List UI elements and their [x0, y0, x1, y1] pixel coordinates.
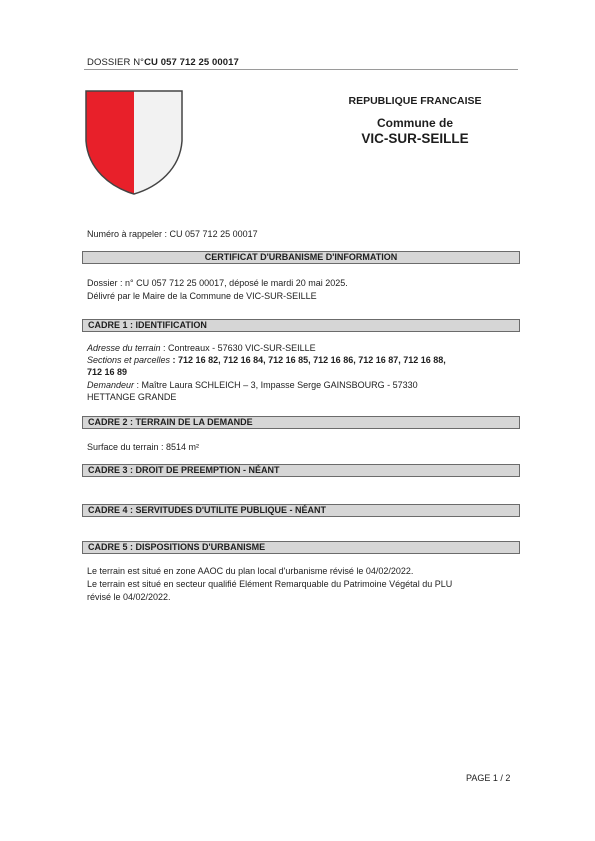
- surface-line: Surface du terrain : 8514 m²: [87, 442, 200, 452]
- heritage-line-continued: révisé le 04/02/2022.: [87, 592, 171, 602]
- cadre4-title-bar: CADRE 4 : SERVITUDES D'UTILITE PUBLIQUE - NÉANT: [82, 504, 520, 517]
- republic-heading: REPUBLIQUE FRANCAISE: [348, 95, 482, 107]
- applicant-label: Demandeur: [87, 380, 135, 390]
- dossier-number: CU 057 712 25 00017: [144, 57, 239, 68]
- applicant-value: : Maître Laura SCHLEICH – 3, Impasse Serge GAINSBOURG - 57330: [134, 380, 418, 390]
- address-line: [87, 343, 316, 354]
- intro-issuer-line: Délivré par le Maire de la Commune de VIC-SUR-SEILLE: [87, 291, 317, 301]
- address-value: : Contreaux - 57630 VIC-SUR-SEILLE: [160, 343, 316, 353]
- header-rule: [84, 69, 518, 70]
- recall-number: Numéro à rappeler : CU 057 712 25 00017: [87, 229, 258, 239]
- cadre1-title-bar: CADRE 1 : IDENTIFICATION: [82, 319, 520, 332]
- commune-label: Commune de: [376, 116, 453, 130]
- parcels-line: [87, 355, 446, 366]
- address-label: Adresse du terrain: [87, 343, 161, 353]
- commune-name: VIC-SUR-SEILLE: [361, 131, 469, 146]
- dossier-prefix: DOSSIER N°: [87, 57, 145, 68]
- cadre5-title-bar: CADRE 5 : DISPOSITIONS D'URBANISME: [82, 541, 520, 554]
- page-number: PAGE 1 / 2: [466, 773, 511, 783]
- parcels-value-continued: 712 16 89: [87, 367, 128, 377]
- parcels-label: Sections et parcelles: [87, 355, 171, 365]
- dossier-reference: [87, 57, 239, 68]
- applicant-line: [87, 380, 418, 391]
- crest-left-half: [86, 91, 134, 194]
- heritage-line: Le terrain est situé en secteur qualifié Elément Remarquable du Patrimoine Végétal du PLU: [87, 579, 453, 589]
- applicant-value-continued: HETTANGE GRANDE: [87, 392, 177, 402]
- cadre3-title-bar: CADRE 3 : DROIT DE PREEMPTION - NÉANT: [82, 464, 520, 477]
- cadre2-title-bar: CADRE 2 : TERRAIN DE LA DEMANDE: [82, 416, 520, 429]
- crest-right-half: [134, 91, 182, 194]
- intro-dossier-line: Dossier : n° CU 057 712 25 00017, déposé le mardi 20 mai 2025.: [87, 278, 348, 288]
- zoning-line: Le terrain est situé en zone AAOC du plan local d'urbanisme révisé le 04/02/2022.: [87, 566, 414, 576]
- commune-crest: [84, 89, 184, 197]
- parcels-value: : 712 16 82, 712 16 84, 712 16 85, 712 16 86, 712 16 87, 712 16 88,: [170, 355, 446, 365]
- certificate-title-bar: CERTIFICAT D'URBANISME D'INFORMATION: [82, 251, 520, 264]
